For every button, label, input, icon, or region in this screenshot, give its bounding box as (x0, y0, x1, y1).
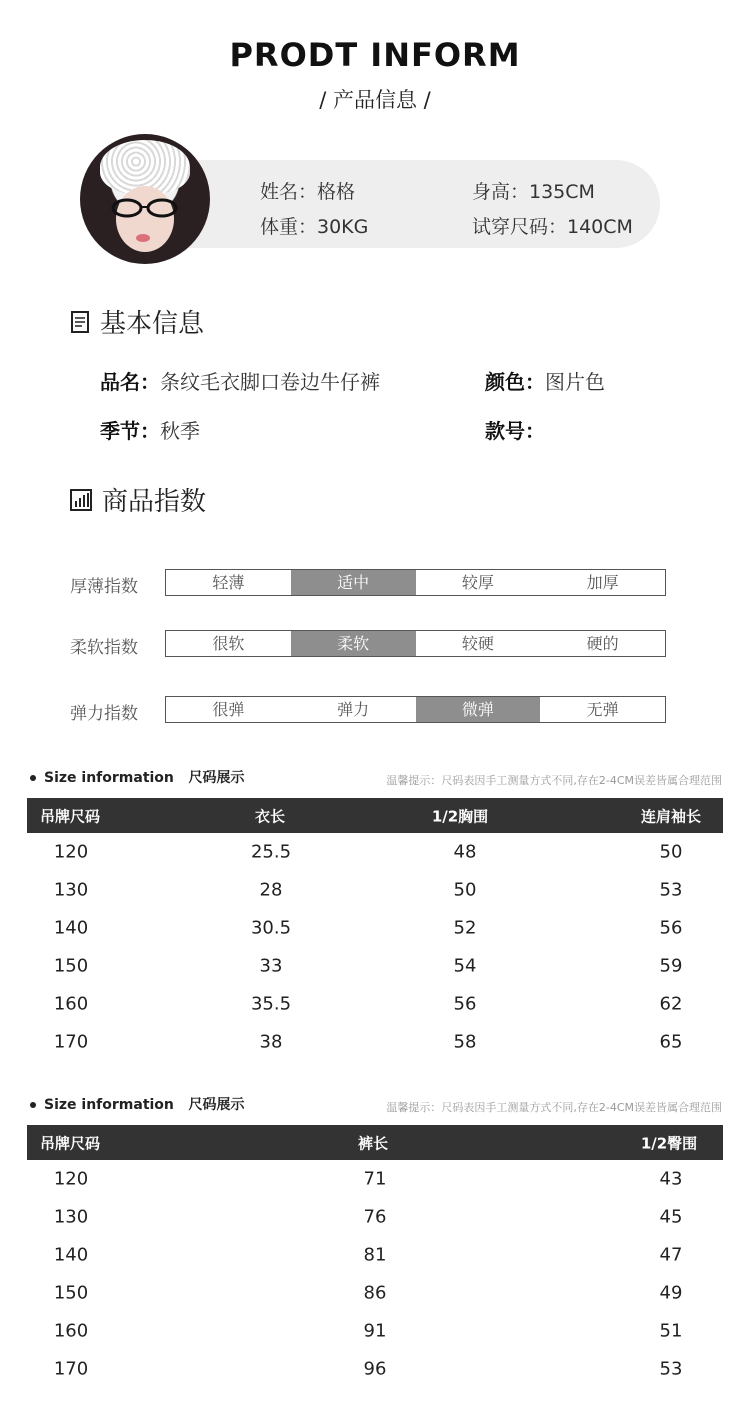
season-row (100, 415, 200, 444)
size-heading-cn: 尺码展示 (188, 1097, 245, 1113)
table-row (27, 947, 723, 985)
bar-chart-icon (70, 489, 92, 511)
elasticity-index-bar (165, 696, 666, 723)
table-cell: 53 (659, 1358, 683, 1380)
column-header: 1/2胸围 (431, 807, 489, 825)
color-value: 图片色 (545, 370, 605, 394)
table-cell: 25.5 (250, 841, 292, 863)
column-header: 吊牌尺码 (39, 807, 101, 825)
table-cell: 120 (53, 1168, 89, 1190)
table-cell: 86 (363, 1282, 387, 1304)
table-cell: 30.5 (250, 917, 292, 939)
index-option: 很软 (212, 634, 245, 653)
glasses-icon (110, 198, 180, 218)
table-cell: 140 (53, 1244, 89, 1266)
index-option: 较厚 (461, 573, 494, 592)
size-table-1 (27, 798, 723, 1061)
table-cell: 48 (453, 841, 477, 863)
size-heading-en: Size information (44, 770, 174, 786)
style-number-label: 款号： (485, 419, 545, 443)
column-header: 吊牌尺码 (39, 1134, 101, 1152)
table-header (27, 798, 723, 833)
product-name-value: 条纹毛衣脚口卷边牛仔裤 (160, 370, 380, 394)
elasticity-index-label: 弹力指数 (70, 704, 138, 724)
size-table-1-heading (30, 767, 245, 787)
table-cell: 35.5 (250, 993, 292, 1015)
season-label: 季节： (100, 419, 160, 443)
basic-info-heading-text: 基本信息 (100, 309, 205, 339)
table-cell: 130 (53, 1206, 89, 1228)
table-cell: 50 (659, 841, 683, 863)
column-header: 1/2臀围 (640, 1134, 698, 1152)
table-cell: 56 (453, 993, 477, 1015)
bullet-icon (30, 1102, 36, 1108)
table-cell: 170 (53, 1031, 89, 1053)
season-value: 秋季 (160, 419, 200, 443)
product-name-row (100, 366, 380, 395)
document-icon (70, 310, 90, 334)
table-row (27, 1236, 723, 1274)
basic-info-heading (70, 303, 204, 340)
size-heading-en: Size information (44, 1097, 174, 1113)
size-table-2 (27, 1125, 723, 1388)
color-row (485, 366, 605, 395)
thickness-index-label: 厚薄指数 (70, 577, 138, 597)
table-cell: 33 (259, 955, 283, 977)
model-avatar (80, 134, 210, 264)
size-heading-cn: 尺码展示 (188, 770, 245, 786)
table-cell: 150 (53, 955, 89, 977)
table-cell: 62 (659, 993, 683, 1015)
table-cell: 43 (659, 1168, 683, 1190)
table-cell: 120 (53, 841, 89, 863)
index-option: 弹力 (337, 700, 370, 719)
column-header: 衣长 (254, 807, 286, 825)
index-option: 加厚 (586, 573, 619, 592)
table-row (27, 833, 723, 871)
face-shape (116, 186, 174, 252)
bullet-icon (30, 775, 36, 781)
table-cell: 51 (659, 1320, 683, 1342)
index-option: 无弹 (586, 700, 619, 719)
index-option: 较硬 (461, 634, 494, 653)
table-cell: 47 (659, 1244, 683, 1266)
table-row (27, 871, 723, 909)
table-row (27, 1160, 723, 1198)
table-cell: 160 (53, 1320, 89, 1342)
index-option: 很弹 (212, 700, 245, 719)
size-table-2-tip: 温馨提示：尺码表因手工测量方式不同,存在2-4CM误差皆属合理范围 (386, 1101, 722, 1114)
table-row (27, 1198, 723, 1236)
model-weight: 体重：30KG (260, 216, 369, 238)
model-name: 姓名：格格 (260, 181, 356, 203)
style-number-row (485, 415, 545, 444)
index-option-selected: 柔软 (291, 631, 416, 656)
table-cell: 65 (659, 1031, 683, 1053)
column-header: 裤长 (357, 1134, 389, 1152)
table-row (27, 1350, 723, 1388)
softness-index-label: 柔软指数 (70, 638, 138, 658)
table-cell: 52 (453, 917, 477, 939)
index-heading-text: 商品指数 (102, 487, 207, 517)
table-cell: 59 (659, 955, 683, 977)
page-title: PRODT INFORM (229, 36, 521, 74)
index-heading (70, 481, 206, 518)
table-header (27, 1125, 723, 1160)
size-table-1-tip: 温馨提示：尺码表因手工测量方式不同,存在2-4CM误差皆属合理范围 (386, 774, 722, 787)
table-cell: 38 (259, 1031, 283, 1053)
table-cell: 160 (53, 993, 89, 1015)
table-cell: 54 (453, 955, 477, 977)
table-row (27, 1274, 723, 1312)
table-row (27, 909, 723, 947)
size-table-2-heading (30, 1094, 245, 1114)
index-option-selected: 微弹 (416, 697, 541, 722)
table-cell: 49 (659, 1282, 683, 1304)
table-cell: 130 (53, 879, 89, 901)
table-cell: 45 (659, 1206, 683, 1228)
table-cell: 53 (659, 879, 683, 901)
index-option: 硬的 (586, 634, 619, 653)
model-trial-size: 试穿尺码：140CM (472, 216, 633, 238)
index-option-selected: 适中 (291, 570, 416, 595)
model-height: 身高：135CM (472, 181, 595, 203)
softness-index-bar (165, 630, 666, 657)
color-label: 颜色： (485, 370, 545, 394)
table-cell: 96 (363, 1358, 387, 1380)
table-cell: 56 (659, 917, 683, 939)
table-cell: 91 (363, 1320, 387, 1342)
lips-shape (136, 234, 150, 242)
column-header: 连肩袖长 (640, 807, 702, 825)
table-cell: 28 (259, 879, 283, 901)
table-cell: 81 (363, 1244, 387, 1266)
thickness-index-bar (165, 569, 666, 596)
product-name-label: 品名： (100, 370, 160, 394)
table-cell: 71 (363, 1168, 387, 1190)
page-subtitle: / 产品信息 / (319, 88, 431, 112)
table-cell: 50 (453, 879, 477, 901)
table-cell: 170 (53, 1358, 89, 1380)
table-cell: 76 (363, 1206, 387, 1228)
table-row (27, 1312, 723, 1350)
table-cell: 140 (53, 917, 89, 939)
table-cell: 58 (453, 1031, 477, 1053)
table-row (27, 1023, 723, 1061)
table-row (27, 985, 723, 1023)
index-option: 轻薄 (212, 573, 245, 592)
table-cell: 150 (53, 1282, 89, 1304)
